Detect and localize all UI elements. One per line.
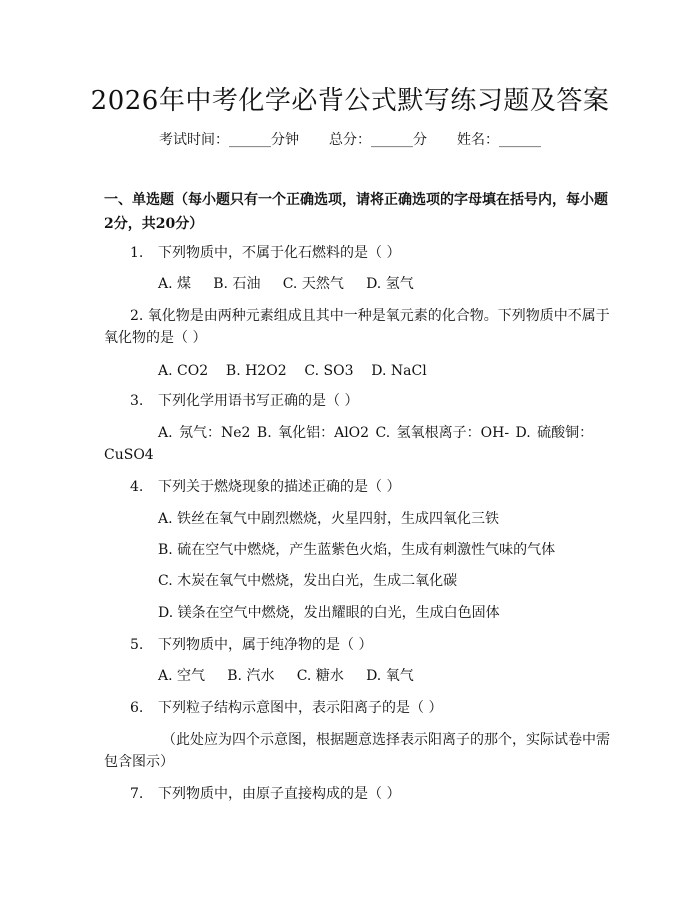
total-score-field: 总分：______分 [329, 132, 427, 148]
question-4-option-c: C. 木炭在氧气中燃烧，发出白光，生成二氧化碳 [158, 573, 458, 589]
question-4 [130, 476, 610, 498]
question-1 [130, 242, 610, 264]
question-4-option-a: A. 铁丝在氧气中剧烈燃烧，火星四射，生成四氧化三铁 [158, 511, 500, 527]
page-title: 2026年中考化学必背公式默写练习题及答案 [90, 86, 610, 116]
question-1-options: A. 煤 B. 石油 C. 天然气 D. 氢气 [158, 276, 414, 292]
question-3 [130, 390, 610, 412]
question-5-options: A. 空气 B. 汽水 C. 糖水 D. 氧气 [158, 668, 414, 684]
question-4-option-d: D. 镁条在空气中燃烧，发出耀眼的白光，生成白色固体 [158, 605, 500, 621]
question-number: 4. [130, 479, 144, 495]
question-text: 下列物质中，属于纯净物的是（ ） [158, 637, 373, 653]
question-6 [130, 697, 610, 719]
question-2: 2. 氧化物是由两种元素组成且其中一种是氧元素的化合物。下列物质中不属于氧化物的是（ ） [104, 308, 610, 346]
question-7 [130, 783, 610, 805]
question-number: 3. [130, 393, 144, 409]
question-number: 6. [130, 700, 144, 716]
question-number: 1. [130, 245, 144, 261]
question-text: 下列关于燃烧现象的描述正确的是（ ） [158, 479, 401, 495]
question-2-options: A. CO2 B. H2O2 C. SO3 D. NaCl [158, 363, 427, 379]
question-3-options: A. 氖气：Ne2 B. 氧化铝：AlO2 C. 氢氧根离子：OH- D. 硫酸铜：CuSO4 [104, 425, 594, 463]
question-text: 下列粒子结构示意图中，表示阳离子的是（ ） [158, 700, 443, 716]
student-name-field: 姓名：______ [457, 132, 541, 148]
question-text: 下列化学用语书写正确的是（ ） [158, 393, 359, 409]
question-5 [130, 634, 610, 656]
question-4-option-b: B. 硫在空气中燃烧，产生蓝紫色火焰，生成有刺激性气味的气体 [158, 542, 556, 558]
exam-info-line [0, 129, 700, 151]
exam-time-field: 考试时间：______分钟 [159, 132, 299, 148]
section-heading: 一、单选题（每小题只有一个正确选项，请将正确选项的字母填在括号内，每小题2分，共20分） [104, 192, 608, 232]
question-number: 7. [130, 786, 144, 802]
question-number: 5. [130, 637, 144, 653]
question-6-note: （此处应为四个示意图，根据题意选择表示阳离子的那个，实际试卷中需包含图示） [104, 732, 610, 770]
question-text: 下列物质中，由原子直接构成的是（ ） [158, 786, 401, 802]
question-text: 下列物质中，不属于化石燃料的是（ ） [158, 245, 401, 261]
